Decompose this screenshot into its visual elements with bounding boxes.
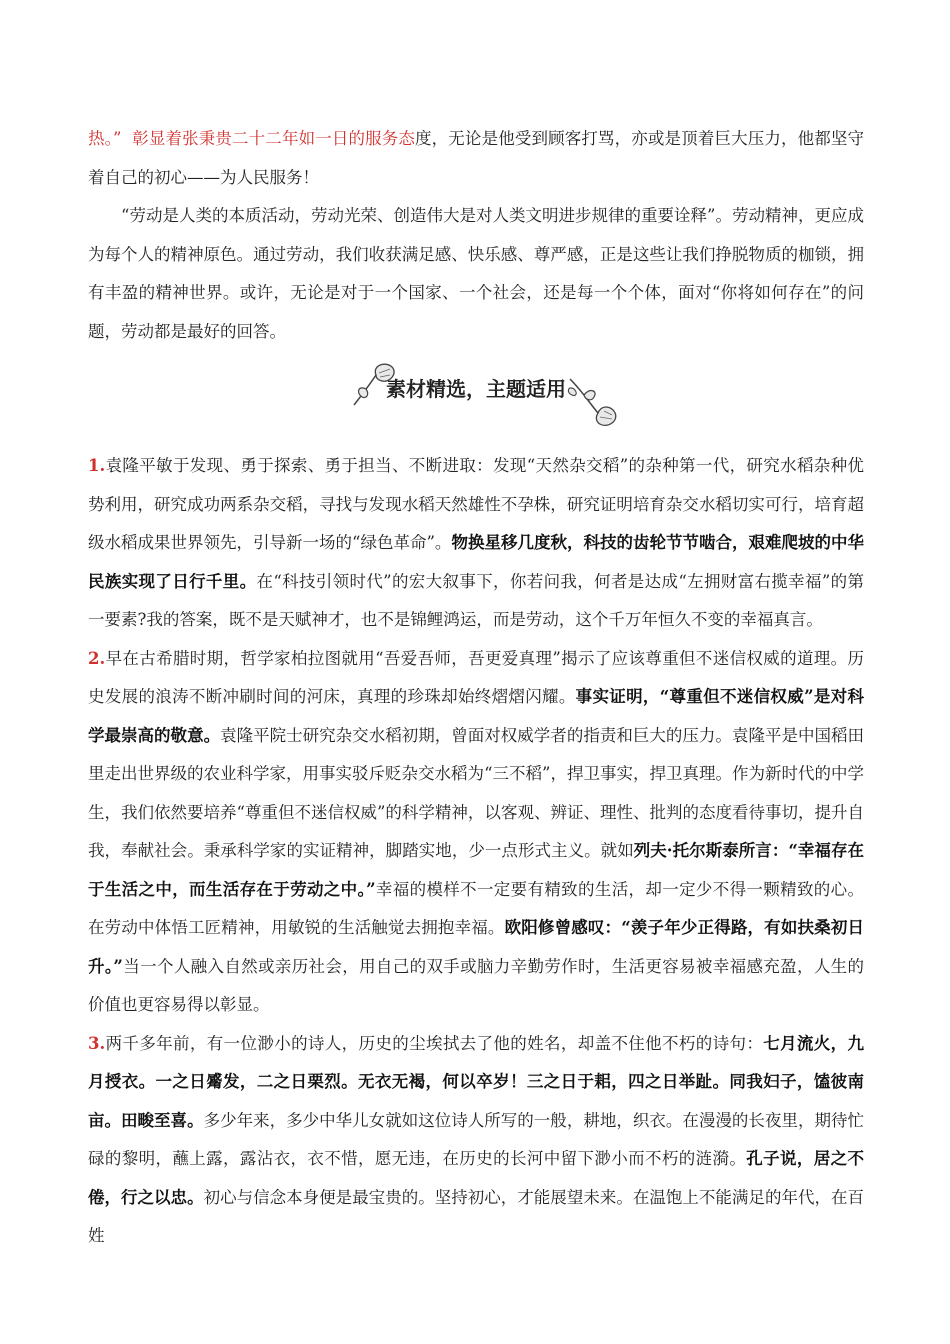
item-text: 袁隆平敏于发现、勇于探索、勇于担当、不断进取：发现“天然杂交稻”的杂种第一代，研究水稻杂种优势利用，研究成功两系杂交稻，寻找与发现水稻天然雄性不孕株，研究证明培育杂交水稻切实可行，培育超级水稻成果世界领先，引导新一场的“绿色革命”。 xyxy=(88,456,864,552)
item-text: 在“科技引领时代”的宏大叙事下，你若问我，何者是达成“左拥财富右揽幸福”的第一要素?我的答案，既不是天赋神才，也不是锦鲤鸿运，而是劳动，这个千万年恒久不变的幸福真言。 xyxy=(88,571,865,629)
material-item-2 xyxy=(88,640,864,1025)
item-number: 3. xyxy=(88,1033,106,1053)
item-text: 两千多年前，有一位渺小的诗人，历史的尘埃拭去了他的姓名，却盖不住他不朽的诗句： xyxy=(105,1033,764,1053)
item-bold-text: 事实证明，“尊重但不迷信权威”是对科学最崇高的敬意。 xyxy=(88,687,865,745)
intro-paragraph xyxy=(88,120,864,197)
item-bold-text: 欧阳修曾感叹：“羡子年少正得路，有如扶桑初日升。” xyxy=(88,918,864,976)
banner-title: 素材精选，主题适用 xyxy=(386,377,566,401)
material-item-3 xyxy=(88,1025,864,1256)
document-page xyxy=(88,120,864,1256)
section-banner xyxy=(88,357,864,433)
item-number: 2. xyxy=(88,648,106,668)
item-bold-text: 列夫·托尔斯泰所言：“幸福存在于生活之中，而生活存在于劳动之中。” xyxy=(88,841,864,899)
item-text: 多少年来，多少中华儿女就如这位诗人所写的一般，耕地，织衣。在漫漫的长夜里，期待忙碌的黎明，蘸上露，露沾衣，衣不惜，愿无违，在历史的长河中留下渺小而不朽的涟漪。 xyxy=(88,1110,865,1168)
labor-paragraph: “劳动是人类的本质活动，劳动光荣、创造伟大是对人类文明进步规律的重要诠释”。劳动精神，更应成为每个人的精神原色。通过劳动，我们收获满足感、快乐感、尊严感，正是这些让我们挣脱物质的枷锁，拥有丰盈的精神世界。或许，无论是对于一个国家、一个社会，还是每一个个体，面对“你将如何存在”的问题，劳动都是最好的回答。 xyxy=(88,206,864,341)
item-bold-text: 孔子说，居之不倦，行之以忠。 xyxy=(88,1149,865,1207)
item-text: 早在古希腊时期，哲学家柏拉图就用“吾爱吾师，吾更爱真理”揭示了应该尊重但不迷信权威的道理。历史发展的浪涛不断冲刷时间的河床，真理的珍珠却始终熠熠闪耀。 xyxy=(88,648,864,706)
item-bold-text: 物换星移几度秋，科技的齿轮节节啮合，艰难爬坡的中华民族实现了日行千里。 xyxy=(88,533,865,591)
leaf-right-icon xyxy=(564,375,624,431)
quote-close-red: 热。” xyxy=(88,129,122,148)
item-text: 袁隆平院士研究杂交水稻初期，曾面对权威学者的指责和巨大的压力。袁隆平是中国稻田里走出世界级的农业科学家，用事实驳斥贬杂交水稻为“三不稻”，捍卫事实，捍卫真理。作为新时代的中学生，我们依然要培养“尊重但不迷信权威”的科学精神，以客观、辨证、理性、批判的态度看待事切，提升自我，奉献社会。秉承科学家的实证精神，脚踏实地，少一点形式主义。就如 xyxy=(88,725,865,860)
item-text: 初心与信念本身便是最宝贵的。坚持初心，才能展望未来。在温饱上不能满足的年代，在百姓 xyxy=(88,1187,865,1245)
item-text: 当一个人融入自然或亲历社会，用自己的双手或脑力辛勤劳作时，生活更容易被幸福感充盈，人生的价值也更容易得以彰显。 xyxy=(88,956,865,1014)
item-bold-text: 七月流火，九月授衣。一之日觱发，二之日栗烈。无衣无褐，何以卒岁！三之日于耜，四之日举趾。同我妇子，馌彼南亩。田畯至喜。 xyxy=(88,1033,865,1130)
intro-text: 度，无论是他受到顾客打骂，亦或是顶着巨大压力，他都坚守着自己的初心——为人民服务！ xyxy=(88,129,865,187)
item-text: 幸福的模样不一定要有精致的生活，却一定少不得一颗精致的心。在劳动中体悟工匠精神，用敏锐的生活触觉去拥抱幸福。 xyxy=(88,879,864,937)
item-number: 1. xyxy=(88,456,106,475)
material-item-1 xyxy=(88,447,864,640)
highlight-red-text: 彰显着张秉贵二十二年如一日的服务态 xyxy=(132,129,416,148)
